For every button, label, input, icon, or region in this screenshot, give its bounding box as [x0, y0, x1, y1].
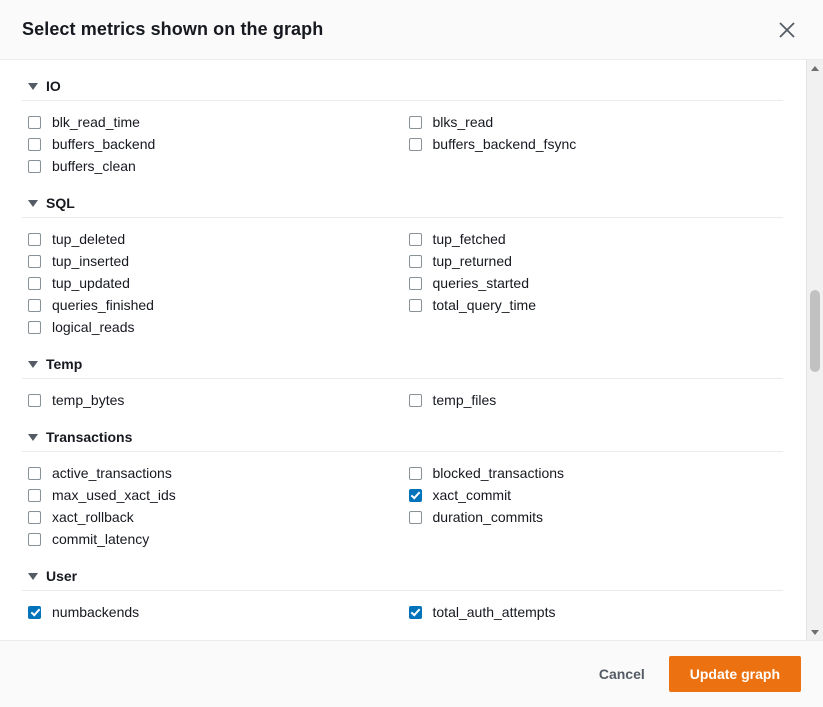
checkbox-icon[interactable] [409, 255, 422, 268]
metric-label: xact_rollback [52, 509, 134, 525]
checkbox-icon[interactable] [28, 394, 41, 407]
metric-checkbox-row[interactable] [22, 294, 403, 316]
metric-label: logical_reads [52, 319, 135, 335]
metric-label: commit_latency [52, 531, 150, 547]
metric-group-header[interactable] [22, 187, 783, 218]
metric-group-title: SQL [46, 195, 75, 211]
metric-checkbox-row[interactable] [22, 462, 403, 484]
dialog-footer [0, 640, 823, 707]
metric-label: queries_started [432, 275, 530, 291]
metric-group [22, 421, 783, 558]
checkbox-icon[interactable] [28, 233, 41, 246]
metric-label: max_used_xact_ids [52, 487, 176, 503]
metric-group [22, 187, 783, 346]
checkbox-icon[interactable] [28, 533, 41, 546]
metric-group-header[interactable] [22, 560, 783, 591]
checkbox-icon[interactable] [409, 138, 422, 151]
checkbox-icon[interactable] [28, 116, 41, 129]
metric-checkbox-row[interactable] [22, 228, 403, 250]
metric-group-header[interactable] [22, 348, 783, 379]
checkbox-icon[interactable] [28, 321, 41, 334]
metric-label: total_query_time [432, 297, 537, 313]
metric-label: buffers_backend [52, 136, 156, 152]
checkbox-icon[interactable] [409, 606, 422, 619]
metric-checkbox-row[interactable] [22, 601, 403, 623]
metric-group-header[interactable] [22, 70, 783, 101]
checkbox-icon[interactable] [28, 299, 41, 312]
metric-checkbox-row[interactable] [22, 272, 403, 294]
metric-checkbox-row[interactable] [403, 228, 784, 250]
metric-label: duration_commits [432, 509, 543, 525]
metric-item-grid [22, 111, 783, 185]
metric-group-header[interactable] [22, 421, 783, 452]
metric-label: temp_files [432, 392, 497, 408]
metric-label: blk_read_time [52, 114, 140, 130]
caret-down-icon[interactable] [28, 83, 38, 90]
metric-label: temp_bytes [52, 392, 125, 408]
metric-checkbox-row[interactable] [403, 133, 784, 155]
metric-checkbox-row[interactable] [403, 601, 784, 623]
metric-group-title: IO [46, 78, 61, 94]
checkbox-icon[interactable] [409, 511, 422, 524]
metric-group [22, 560, 783, 631]
metric-item-grid [22, 601, 783, 631]
checkbox-icon[interactable] [409, 299, 422, 312]
checkbox-icon[interactable] [28, 489, 41, 502]
metric-item-grid [22, 462, 783, 558]
metric-checkbox-row[interactable] [22, 111, 403, 133]
metric-label: buffers_backend_fsync [432, 136, 577, 152]
metric-checkbox-row[interactable] [403, 462, 784, 484]
dialog-title: Select metrics shown on the graph [22, 19, 324, 39]
metric-checkbox-row[interactable] [403, 506, 784, 528]
checkbox-icon[interactable] [28, 606, 41, 619]
metric-label: tup_deleted [52, 231, 126, 247]
metric-checkbox-row[interactable] [403, 250, 784, 272]
cancel-button[interactable]: Cancel [593, 658, 651, 690]
metric-checkbox-row[interactable] [22, 155, 403, 177]
metric-checkbox-row[interactable] [22, 506, 403, 528]
checkbox-icon[interactable] [28, 255, 41, 268]
metric-checkbox-row[interactable] [22, 528, 403, 550]
caret-down-icon[interactable] [28, 361, 38, 368]
metric-group [22, 70, 783, 185]
metric-checkbox-row[interactable] [22, 250, 403, 272]
metric-item-empty [403, 528, 784, 550]
metric-label: tup_fetched [432, 231, 506, 247]
checkbox-icon[interactable] [28, 277, 41, 290]
metric-label: blocked_transactions [432, 465, 565, 481]
metric-checkbox-row[interactable] [403, 294, 784, 316]
metric-label: tup_inserted [52, 253, 130, 269]
metric-label: active_transactions [52, 465, 172, 481]
checkbox-icon[interactable] [409, 116, 422, 129]
caret-down-icon[interactable] [28, 573, 38, 580]
caret-down-icon[interactable] [28, 434, 38, 441]
metrics-scroll-area [0, 60, 805, 640]
scroll-up-arrow-icon[interactable] [807, 60, 823, 76]
metric-group-title: Transactions [46, 429, 133, 445]
metric-checkbox-row[interactable] [22, 484, 403, 506]
metric-label: tup_updated [52, 275, 130, 291]
checkbox-icon[interactable] [409, 394, 422, 407]
metric-label: blks_read [432, 114, 494, 130]
vertical-scrollbar[interactable] [806, 60, 823, 640]
checkbox-icon[interactable] [28, 138, 41, 151]
metric-group [22, 348, 783, 419]
update-graph-button[interactable]: Update graph [669, 656, 801, 692]
metric-checkbox-row[interactable] [403, 484, 784, 506]
caret-down-icon[interactable] [28, 200, 38, 207]
scroll-down-arrow-icon[interactable] [807, 624, 823, 640]
checkbox-icon[interactable] [28, 467, 41, 480]
checkbox-icon[interactable] [28, 511, 41, 524]
scrollbar-thumb[interactable] [810, 290, 820, 372]
metric-checkbox-row[interactable] [22, 133, 403, 155]
close-icon[interactable] [773, 16, 801, 44]
metric-label: numbackends [52, 604, 140, 620]
checkbox-icon[interactable] [409, 467, 422, 480]
metric-item-grid [22, 389, 783, 419]
metric-label: tup_returned [432, 253, 512, 269]
metric-label: xact_commit [432, 487, 512, 503]
dialog-header [0, 0, 823, 60]
metric-checkbox-row[interactable] [403, 389, 784, 411]
metric-checkbox-row[interactable] [22, 316, 403, 338]
metric-item-empty [403, 155, 784, 177]
metric-item-empty [403, 316, 784, 338]
metric-label: queries_finished [52, 297, 154, 313]
metric-checkbox-row[interactable] [22, 389, 403, 411]
metric-label: buffers_clean [52, 158, 136, 174]
metrics-list-body [0, 60, 823, 640]
metric-group-title: Temp [46, 356, 83, 372]
metric-group-title: User [46, 568, 78, 584]
checkbox-icon[interactable] [409, 277, 422, 290]
metric-checkbox-row[interactable] [403, 272, 784, 294]
metric-item-grid [22, 228, 783, 346]
checkbox-icon[interactable] [28, 160, 41, 173]
checkbox-icon[interactable] [409, 233, 422, 246]
metric-label: total_auth_attempts [432, 604, 556, 620]
metric-checkbox-row[interactable] [403, 111, 784, 133]
checkbox-icon[interactable] [409, 489, 422, 502]
